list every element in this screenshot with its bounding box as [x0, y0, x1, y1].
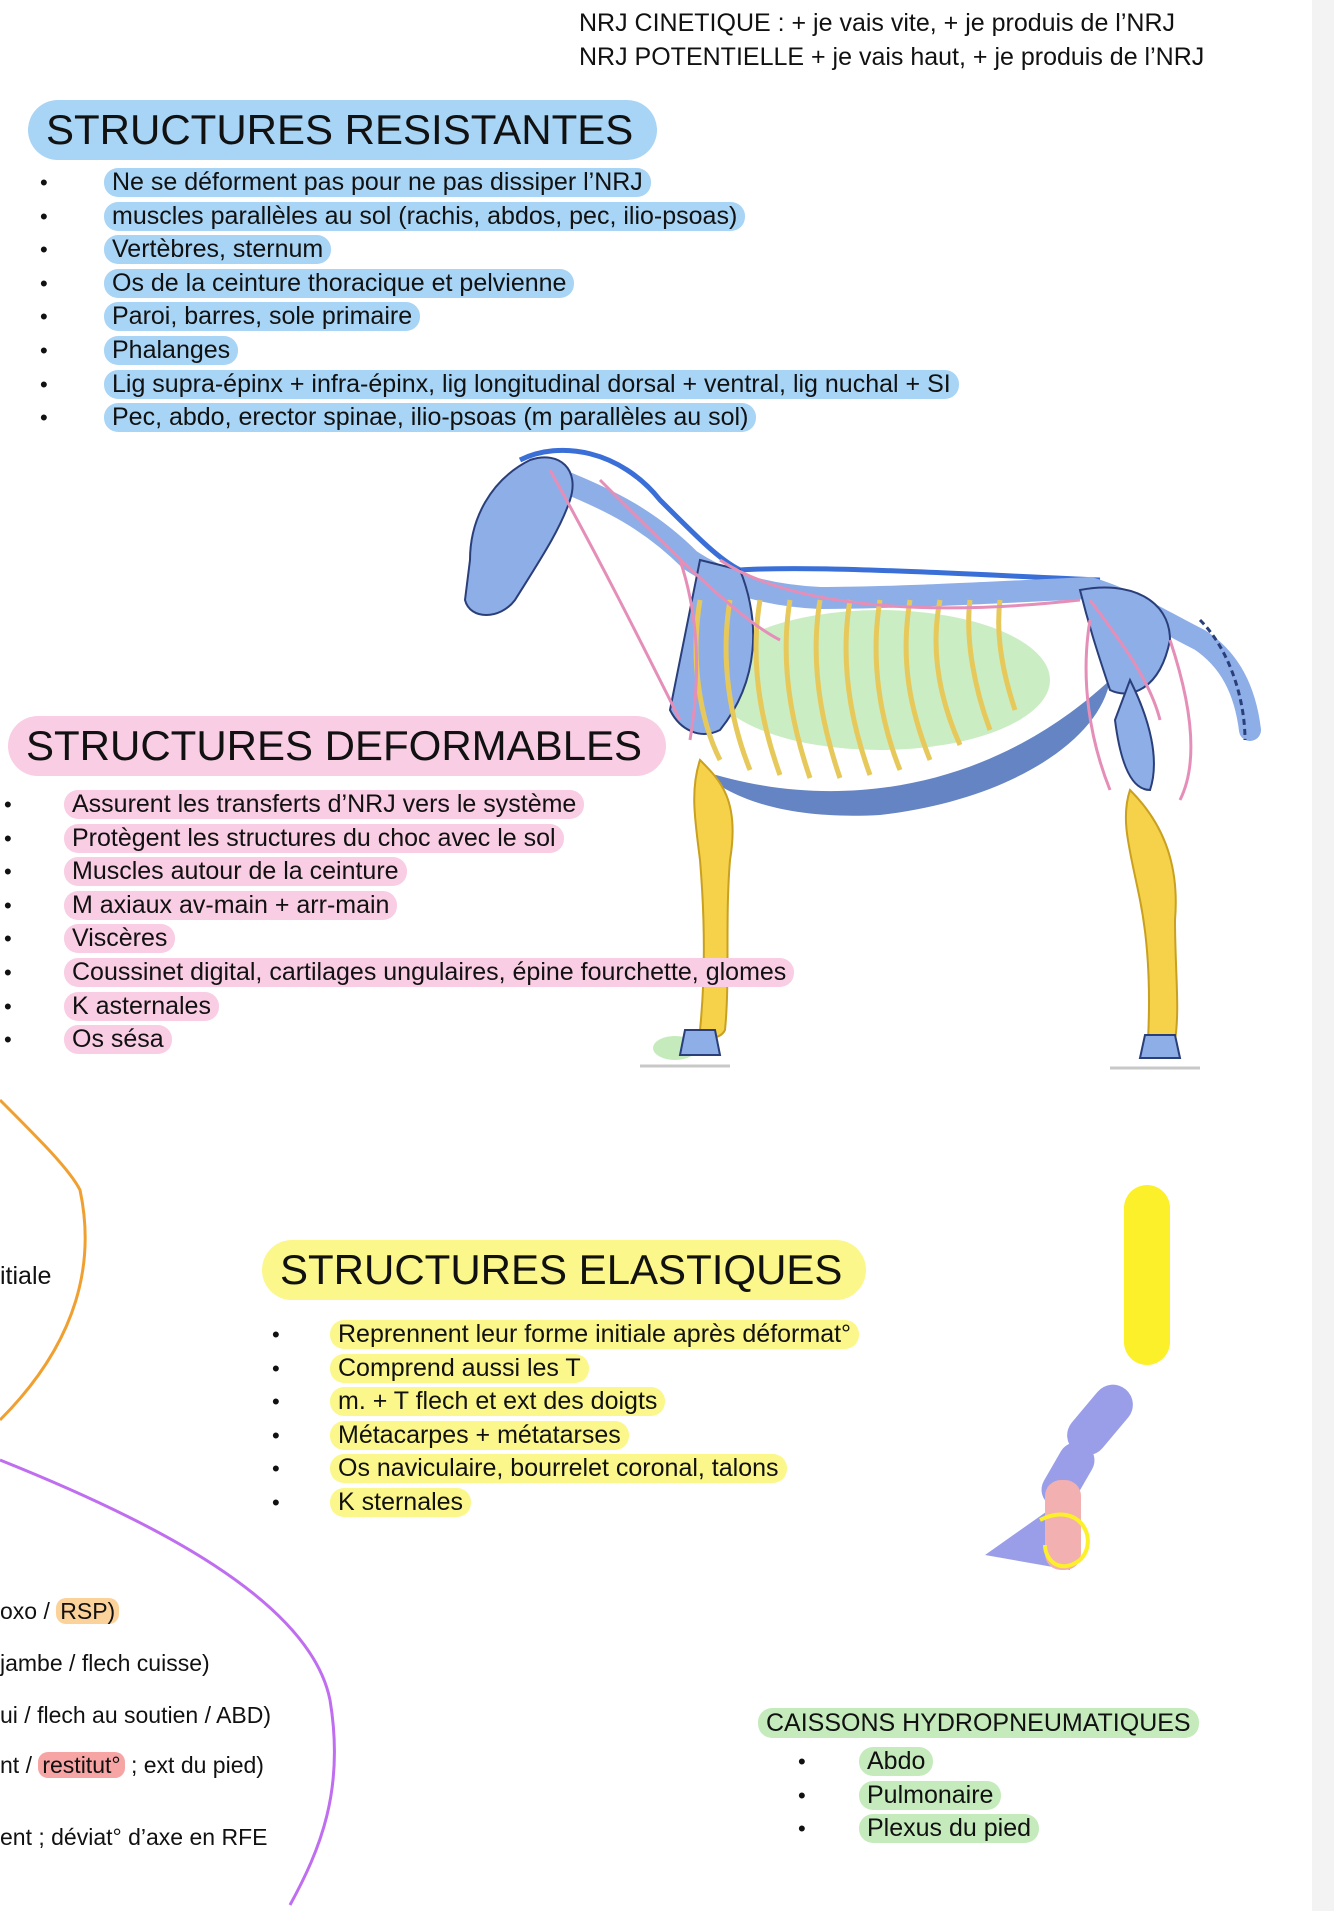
scroll-track[interactable] — [1312, 0, 1334, 1911]
deformables-list — [0, 788, 794, 1057]
list-item: • Métacarpes + métatarses — [270, 1419, 859, 1453]
list-item: • Plexus du pied — [794, 1812, 1039, 1846]
fragment-line-2: jambe / flech cuisse) — [0, 1650, 210, 1676]
nuchal-ligament — [520, 450, 1100, 580]
fragment-line-3: ui / flech au soutien / ABD) — [0, 1702, 272, 1728]
resistantes-list — [36, 166, 959, 435]
pink-pastern-shape — [1045, 1480, 1081, 1570]
list-item: • Muscles autour de la ceinture — [0, 855, 794, 889]
list-item: • Paroi, barres, sole primaire — [36, 300, 959, 334]
section-title-elastiques: STRUCTURES ELASTIQUES — [262, 1240, 866, 1300]
fragment-itiale: itiale — [0, 1262, 52, 1290]
section-title-caissons: CAISSONS HYDROPNEUMATIQUES — [758, 1708, 1199, 1738]
list-item: • Os sésa — [0, 1023, 794, 1057]
list-item: • Coussinet digital, cartilages ungulaires, épine fourchette, glomes — [0, 956, 794, 990]
femur — [1115, 680, 1154, 790]
hind-leg — [1126, 790, 1177, 1048]
section-title-resistantes: STRUCTURES RESISTANTES — [28, 100, 657, 160]
list-item: • Protègent les structures du choc avec le sol — [0, 822, 794, 856]
list-item: • Abdo — [794, 1745, 1039, 1779]
header-potential-line: NRJ POTENTIELLE + je vais haut, + je produis de l’NRJ — [579, 43, 1205, 71]
orange-curve — [0, 1100, 85, 1420]
list-item: • Ne se déforment pas pour ne pas dissiper l’NRJ — [36, 166, 959, 200]
list-item: • Os de la ceinture thoracique et pelvienne — [36, 267, 959, 301]
list-item: • Lig supra-épinx + infra-épinx, lig longitudinal dorsal + ventral, lig nuchal + SI — [36, 368, 959, 402]
list-item: • Phalanges — [36, 334, 959, 368]
list-item: • Reprennent leur forme initiale après déformat° — [270, 1318, 859, 1352]
fragment-line-1: oxo / RSP) — [0, 1598, 119, 1625]
elastiques-list — [270, 1318, 859, 1520]
fragment-line-5: ent ; déviat° d’axe en RFE — [0, 1824, 268, 1850]
section-title-deformables: STRUCTURES DEFORMABLES — [8, 716, 666, 776]
list-item: • m. + T flech et ext des doigts — [270, 1385, 859, 1419]
header-kinetic-line: NRJ CINETIQUE : + je vais vite, + je produis de l’NRJ — [579, 9, 1176, 37]
caissons-list — [794, 1745, 1039, 1846]
fragment-line-4: nt / restitut° ; ext du pied) — [0, 1752, 264, 1778]
list-item: • muscles parallèles au sol (rachis, abdos, pec, ilio-psoas) — [36, 200, 959, 234]
list-item: • Os naviculaire, bourrelet coronal, talons — [270, 1452, 859, 1486]
list-item: • M axiaux av-main + arr-main — [0, 889, 794, 923]
list-item: • Comprend aussi les T — [270, 1352, 859, 1386]
list-item: • K sternales — [270, 1486, 859, 1520]
yellow-tendon-shape — [1124, 1185, 1170, 1365]
list-item: • Viscères — [0, 922, 794, 956]
list-item: • Vertèbres, sternum — [36, 233, 959, 267]
list-item: • K asternales — [0, 990, 794, 1024]
list-item: • Assurent les transferts d’NRJ vers le système — [0, 788, 794, 822]
hind-hoof — [1140, 1035, 1180, 1058]
list-item: • Pec, abdo, erector spinae, ilio-psoas (m parallèles au sol) — [36, 401, 959, 435]
list-item: • Pulmonaire — [794, 1779, 1039, 1813]
